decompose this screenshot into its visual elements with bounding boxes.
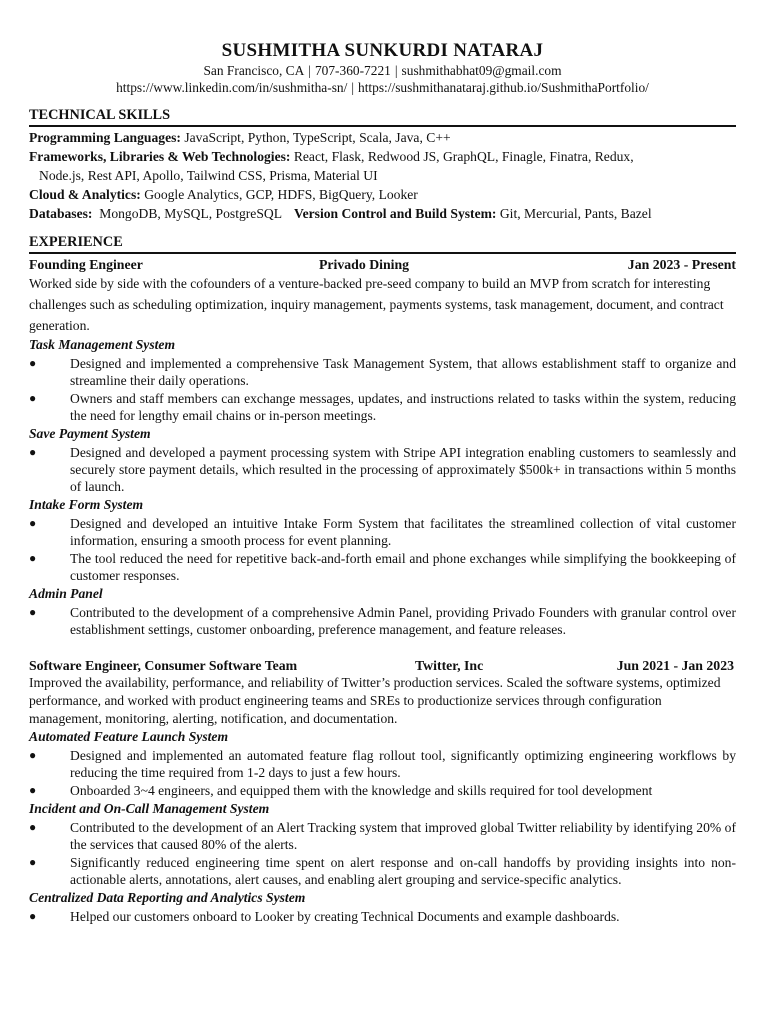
skill-label: Version Control and Build System: xyxy=(294,206,497,221)
job-header xyxy=(29,657,736,674)
skill-frameworks xyxy=(29,147,736,166)
skill-value: Git, Mercurial, Pants, Bazel xyxy=(499,206,652,221)
contact-line-1 xyxy=(29,62,736,79)
bullet-text: Designed and developed a payment processing system with Stripe API integration enabling customers to seamlessly and securely store payment details, which resulted in the processing of approximately $500k+ in transactions within 5 months of launch. xyxy=(70,445,736,494)
bullet-text: Owners and staff members can exchange messages, updates, and instructions related to tasks within the system, reducing the need for lengthy email chains or in-person meetings. xyxy=(70,391,736,423)
skill-value: Google Analytics, GCP, HDFS, BigQuery, Looker xyxy=(144,187,418,202)
project-title: Incident and On-Call Management System xyxy=(29,801,270,816)
job-dates: Jun 2021 - Jan 2023 xyxy=(616,658,734,673)
job-dates: Jan 2023 - Present xyxy=(627,257,736,272)
bullet-text: Helped our customers onboard to Looker by creating Technical Documents and example dashboards. xyxy=(70,909,620,924)
bullet-item xyxy=(29,782,736,799)
job-company: Twitter, Inc xyxy=(415,658,484,673)
bullet-dot-icon: ● xyxy=(29,516,37,530)
portfolio-link[interactable]: https://sushmithanataraj.github.io/SushmithaPortfolio/ xyxy=(358,80,649,95)
separator: | xyxy=(308,63,311,78)
bullet-dot-icon: ● xyxy=(29,820,37,834)
bullet-item xyxy=(29,747,736,781)
bullet-item xyxy=(29,515,736,549)
bullet-dot-icon: ● xyxy=(29,391,37,405)
bullet-dot-icon: ● xyxy=(29,748,37,762)
skill-databases xyxy=(29,204,282,223)
bullet-item xyxy=(29,604,736,638)
project-title: Centralized Data Reporting and Analytics System xyxy=(29,890,306,905)
skill-value: MongoDB, MySQL, PostgreSQL xyxy=(99,206,283,221)
skill-cloud xyxy=(29,185,736,204)
bullet-text: Contributed to the development of a comprehensive Admin Panel, providing Privado Founders with granular control over establishment settings, customer onboarding, preference management, and feature releases. xyxy=(70,605,736,637)
project-title: Task Management System xyxy=(29,337,176,352)
skill-databases-vcs xyxy=(29,204,736,223)
contact-line-2 xyxy=(29,79,736,96)
bullet-list xyxy=(29,747,736,799)
bullet-list xyxy=(29,604,736,638)
experience-section xyxy=(29,256,736,925)
job-company: Privado Dining xyxy=(319,257,410,272)
skill-languages xyxy=(29,128,736,147)
skill-value: React, Flask, Redwood JS, GraphQL, Finagle, Finatra, Redux, xyxy=(293,149,634,164)
phone: 707-360-7221 xyxy=(314,63,391,78)
bullet-list xyxy=(29,908,736,925)
job-title: Founding Engineer xyxy=(29,257,143,272)
skill-vcs xyxy=(294,206,652,221)
bullet-text: Designed and implemented a comprehensive Task Management System, that allows establishment staff to organize and streamline their daily operations. xyxy=(70,356,736,388)
job-header xyxy=(29,256,736,273)
project-title: Admin Panel xyxy=(29,586,103,601)
job-title: Software Engineer, Consumer Software Team xyxy=(29,658,298,673)
skill-value: JavaScript, Python, TypeScript, Scala, Java, C++ xyxy=(184,130,451,145)
job-summary: Worked side by side with the cofounders of a venture-backed pre-seed company to build an MVP from scratch for interesting challenges such as scheduling optimization, inquiry management, payments systems, task management, document, and contract generation. xyxy=(29,276,724,333)
bullet-dot-icon: ● xyxy=(29,855,37,869)
bullet-dot-icon: ● xyxy=(29,909,37,923)
bullet-item xyxy=(29,819,736,853)
bullet-item xyxy=(29,355,736,389)
bullet-list xyxy=(29,819,736,888)
bullet-list xyxy=(29,355,736,424)
skill-label: Programming Languages: xyxy=(29,130,181,145)
skills-section xyxy=(29,128,736,223)
job-spacer xyxy=(29,639,736,655)
skill-label: Cloud & Analytics: xyxy=(29,187,141,202)
bullet-item xyxy=(29,854,736,888)
bullet-text: The tool reduced the need for repetitive back-and-forth email and phone exchanges while simplifying the bookkeeping of customer responses. xyxy=(70,551,736,583)
bullet-dot-icon: ● xyxy=(29,551,37,565)
skill-label: Frameworks, Libraries & Web Technologies: xyxy=(29,149,291,164)
bullet-item xyxy=(29,908,736,925)
project-title: Automated Feature Launch System xyxy=(29,729,229,744)
bullet-text: Designed and implemented an automated feature flag rollout tool, significantly optimizing engineering workflows by reducing the time required from 1-2 days to just a few hours. xyxy=(70,748,736,780)
bullet-list xyxy=(29,444,736,495)
separator: | xyxy=(351,80,355,95)
linkedin-link[interactable]: https://www.linkedin.com/in/sushmitha-sn/ xyxy=(116,80,348,95)
bullet-dot-icon: ● xyxy=(29,445,37,459)
project-title: Intake Form System xyxy=(29,497,144,512)
bullet-item xyxy=(29,550,736,584)
bullet-text: Designed and developed an intuitive Intake Form System that facilitates the streamlined collection of vital customer information, ensuring a smooth process for event planning. xyxy=(70,516,736,548)
candidate-name: SUSHMITHA SUNKURDI NATARAJ xyxy=(221,40,544,61)
bullet-dot-icon: ● xyxy=(29,605,37,619)
bullet-dot-icon: ● xyxy=(29,783,37,797)
bullet-dot-icon: ● xyxy=(29,356,37,370)
bullet-list xyxy=(29,515,736,584)
project-title: Save Payment System xyxy=(29,426,151,441)
bullet-text: Onboarded 3~4 engineers, and equipped them with the knowledge and skills required for tool development xyxy=(70,783,653,798)
skill-label: Databases: xyxy=(29,206,93,221)
skill-frameworks-cont: Node.js, Rest API, Apollo, Tailwind CSS, Prisma, Material UI xyxy=(39,168,378,183)
bullet-item xyxy=(29,444,736,495)
location: San Francisco, CA xyxy=(203,63,305,78)
bullet-item xyxy=(29,390,736,424)
experience-section-title: EXPERIENCE xyxy=(29,233,736,254)
separator: | xyxy=(394,63,398,78)
bullet-text: Contributed to the development of an Alert Tracking system that improved global Twitter reliability by identifying 20% of the services that caused 80% of the alerts. xyxy=(70,820,736,852)
skills-section-title: TECHNICAL SKILLS xyxy=(29,106,736,127)
email-link[interactable]: sushmithabhat09@gmail.com xyxy=(401,63,562,78)
job-summary: Improved the availability, performance, and reliability of Twitter’s production services. Scaled the software systems, optimized performance, and worked with product engineering teams and SREs to productionize services through configuration management, monitoring, alerting, notification, and documentation. xyxy=(29,675,721,726)
bullet-text: Significantly reduced engineering time spent on alert response and on-call handoffs by providing insights into non-actionable alerts, annotations, alert causes, and enabling alert grouping and service-specific analytics. xyxy=(70,855,736,887)
